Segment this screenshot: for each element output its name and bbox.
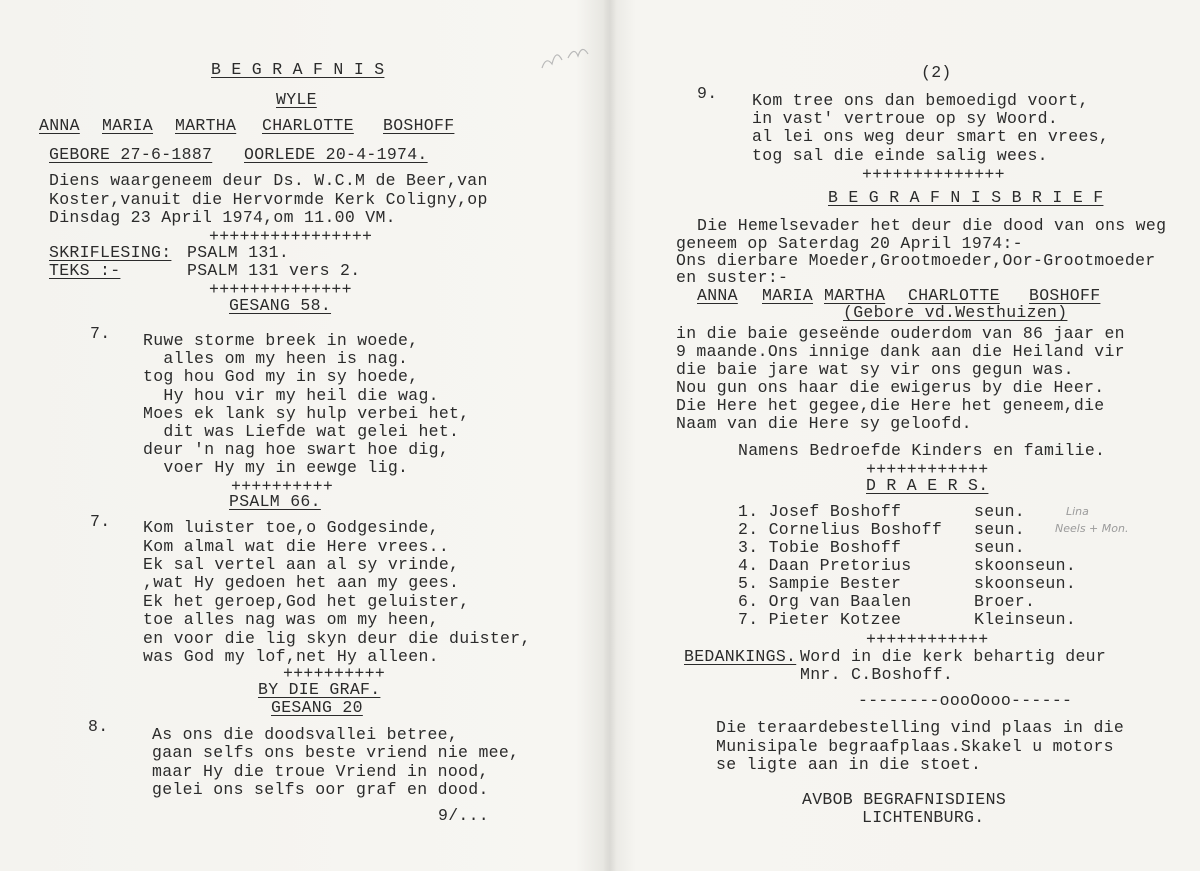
service-line: Dinsdag 23 April 1974,om 11.00 VM. [49, 208, 396, 227]
verse-line: Ek sal vertel aan al sy vrinde, [143, 555, 460, 574]
thanks-by: Mnr. C.Boshoff. [800, 665, 954, 684]
letter-line: in die baie geseënde ouderdom van 86 jaar en [676, 324, 1125, 343]
letter-line: geneem op Saterdag 20 April 1974:- [676, 234, 1023, 253]
bearer-relation: seun. [974, 502, 1026, 521]
undertaker-town: LICHTENBURG. [862, 808, 985, 827]
thanks-text: Word in die kerk behartig deur [800, 647, 1107, 666]
verse-line: voer Hy my in eewge lig. [143, 458, 409, 477]
bearer-name: 5. Sampie Bester [738, 574, 902, 593]
name-part: CHARLOTTE [262, 116, 354, 135]
verse-line: deur 'n nag hoe swart hoe dig, [143, 440, 450, 459]
verse-line: Kom tree ons dan bemoedigd voort, [752, 91, 1089, 110]
verse-line: gaan selfs ons beste vriend nie mee, [152, 743, 520, 762]
text-value: PSALM 131 vers 2. [187, 261, 361, 280]
service-line: Koster,vanuit die Hervormde Kerk Coligny,op [49, 190, 488, 209]
divider: ++++++++++ [283, 664, 386, 683]
bearer-name: 7. Pieter Kotzee [738, 610, 902, 629]
verse-line: As ons die doodsvallei betree, [152, 725, 459, 744]
verse-line: Moes ek lank sy hulp verbei het, [143, 404, 470, 423]
name-part: MARIA [102, 116, 154, 135]
letter-title: B E G R A F N I S B R I E F [828, 188, 1104, 207]
bearers-heading: D R A E R S. [866, 476, 989, 495]
burial-line: se ligte aan in die stoet. [716, 755, 982, 774]
name-part: MARTHA [824, 286, 886, 305]
reading-value: PSALM 131. [187, 243, 290, 262]
separator: --------oooOooo------ [858, 691, 1073, 710]
verse-number: 8. [88, 717, 109, 736]
letter-line: 9 maande.Ons innige dank aan die Heiland vir [676, 342, 1125, 361]
verse-line: alles om my heen is nag. [143, 349, 409, 368]
verse-line: Ek het geroep,God het geluister, [143, 592, 470, 611]
pencil-note: Neels + Mon. [1055, 522, 1129, 535]
thanks-label: BEDANKINGS. [684, 647, 797, 666]
verse-line: Kom luister toe,o Godgesinde, [143, 518, 439, 537]
bearer-relation: seun. [974, 520, 1026, 539]
death-date: OORLEDE 20-4-1974. [244, 145, 428, 164]
letter-line: en suster:- [676, 268, 789, 287]
letter-line: Nou gun ons haar die ewigerus by die Heer. [676, 378, 1105, 397]
burial-line: Die teraardebestelling vind plaas in die [716, 718, 1125, 737]
name-part: ANNA [697, 286, 738, 305]
letter-line: Die Here het gegee,die Here het geneem,die [676, 396, 1105, 415]
verse-line: maar Hy die troue Vriend in nood, [152, 762, 489, 781]
psalm-heading: PSALM 66. [229, 492, 321, 511]
page-continuation: 9/... [438, 806, 490, 825]
hymn-heading: GESANG 58. [229, 296, 332, 315]
pencil-scribble [538, 38, 608, 78]
verse-line: Hy hou vir my heil die wag. [143, 386, 439, 405]
divider: ++++++++++++++++ [209, 227, 373, 246]
bearer-relation: Broer. [974, 592, 1036, 611]
verse-line: was God my lof,net Hy alleen. [143, 647, 439, 666]
doc-title: B E G R A F N I S [211, 60, 385, 79]
verse-number: 7. [90, 324, 111, 343]
burial-line: Munisipale begraafplaas.Skakel u motors [716, 737, 1114, 756]
bearer-relation: seun. [974, 538, 1026, 557]
bearer-relation: skoonseun. [974, 556, 1077, 575]
bearer-relation: skoonseun. [974, 574, 1077, 593]
verse-line: tog hou God my in sy hoede, [143, 367, 419, 386]
service-line: Diens waargeneem deur Ds. W.C.M de Beer,van [49, 171, 488, 190]
bearer-relation: Kleinseun. [974, 610, 1077, 629]
page-number: (2) [921, 63, 952, 82]
reading-label: SKRIFLESING: [49, 243, 172, 262]
name-part: BOSHOFF [383, 116, 455, 135]
divider: ++++++++++++ [866, 630, 989, 649]
maiden-name: (Gebore vd.Westhuizen) [843, 303, 1068, 322]
hymn-heading: GESANG 20 [271, 698, 363, 717]
divider: ++++++++++ [231, 477, 334, 496]
name-part: ANNA [39, 116, 80, 135]
family-signoff: Namens Bedroefde Kinders en familie. [738, 441, 1106, 460]
verse-line: gelei ons selfs oor graf en dood. [152, 780, 489, 799]
name-part: BOSHOFF [1029, 286, 1101, 305]
text-label: TEKS :- [49, 261, 121, 280]
name-part: MARTHA [175, 116, 237, 135]
verse-line: en voor die lig skyn deur die duister, [143, 629, 531, 648]
verse-number: 7. [90, 512, 111, 531]
verse-line: Ruwe storme breek in woede, [143, 331, 419, 350]
name-part: MARIA [762, 286, 814, 305]
center-fold [603, 0, 617, 871]
verse-number: 9. [697, 84, 718, 103]
bearer-name: 3. Tobie Boshoff [738, 538, 902, 557]
bearer-name: 1. Josef Boshoff [738, 502, 902, 521]
letter-line: die baie jare wat sy vir ons gegun was. [676, 360, 1074, 379]
divider: ++++++++++++ [866, 460, 989, 479]
verse-line: Kom almal wat die Here vrees.. [143, 537, 450, 556]
bearer-name: 4. Daan Pretorius [738, 556, 912, 575]
bearer-name: 6. Org van Baalen [738, 592, 912, 611]
verse-line: al lei ons weg deur smart en vrees, [752, 127, 1110, 146]
letter-line: Ons dierbare Moeder,Grootmoeder,Oor-Grootmoeder [676, 251, 1156, 270]
letter-line: Die Hemelsevader het deur die dood van ons weg [697, 216, 1167, 235]
verse-line: ,wat Hy gedoen het aan my gees. [143, 573, 460, 592]
divider: ++++++++++++++ [209, 280, 352, 299]
verse-line: tog sal die einde salig wees. [752, 146, 1048, 165]
bearer-name: 2. Cornelius Boshoff [738, 520, 943, 539]
wyle-heading: WYLE [276, 90, 317, 109]
birth-date: GEBORE 27-6-1887 [49, 145, 213, 164]
verse-line: dit was Liefde wat gelei het. [143, 422, 460, 441]
name-part: CHARLOTTE [908, 286, 1000, 305]
verse-line: toe alles nag was om my heen, [143, 610, 439, 629]
verse-line: in vast' vertroue op sy Woord. [752, 109, 1059, 128]
letter-line: Naam van die Here sy geloofd. [676, 414, 972, 433]
graveside-heading: BY DIE GRAF. [258, 680, 381, 699]
divider: ++++++++++++++ [862, 165, 1005, 184]
undertaker-name: AVBOB BEGRAFNISDIENS [802, 790, 1007, 809]
pencil-note: Lina [1066, 505, 1089, 518]
